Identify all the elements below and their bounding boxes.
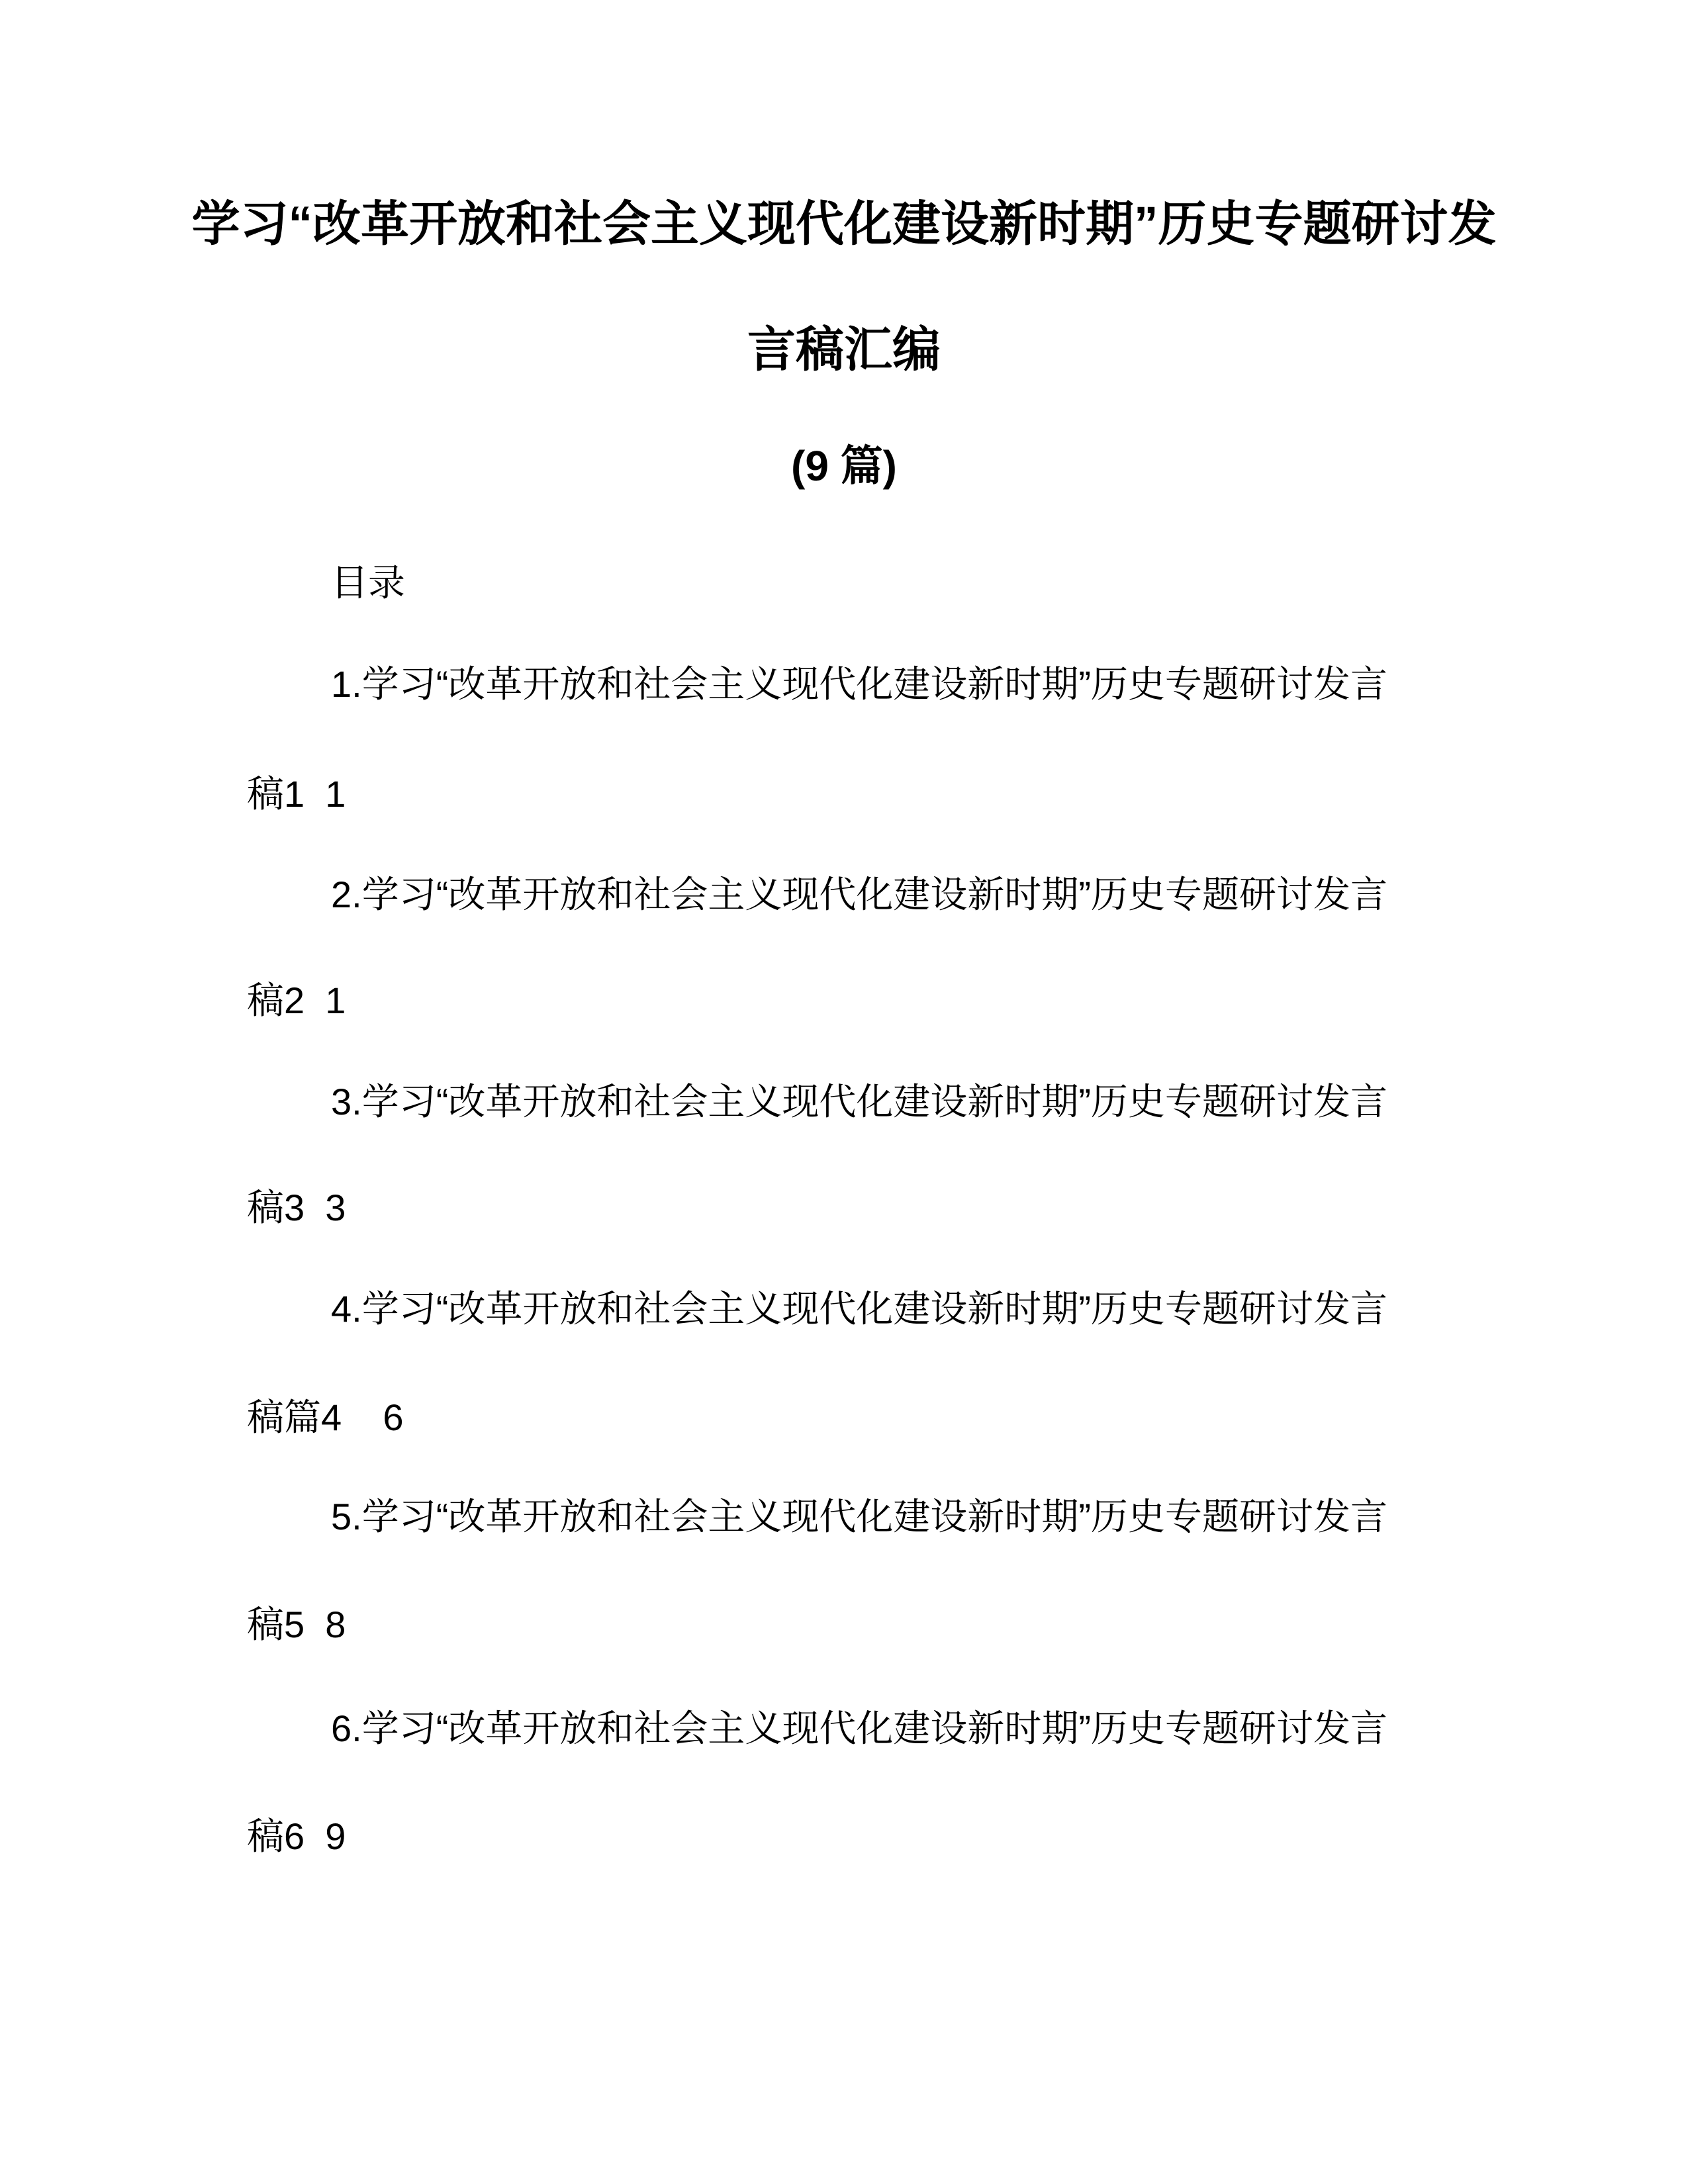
document-title-line-1: 学习“改革开放和社会主义现代化建设新时期”历史专题研讨发 <box>191 197 1497 251</box>
toc-item-3-line-2: 稿3 3 <box>247 1187 346 1228</box>
toc-item-2-line-1: 2.学习“改革开放和社会主义现代化建设新时期”历史专题研讨发言 <box>331 874 1387 915</box>
toc-item-6-line-2: 稿6 9 <box>247 1815 346 1857</box>
piece-count-label: (9 篇) <box>791 442 897 490</box>
toc-item-5-line-1: 5.学习“改革开放和社会主义现代化建设新时期”历史专题研讨发言 <box>331 1496 1387 1537</box>
toc-item-1-line-2: 稿1 1 <box>247 773 346 815</box>
toc-item-2-line-2: 稿2 1 <box>247 979 346 1021</box>
toc-item-3-line-1: 3.学习“改革开放和社会主义现代化建设新时期”历史专题研讨发言 <box>331 1081 1387 1122</box>
toc-item-1-line-1: 1.学习“改革开放和社会主义现代化建设新时期”历史专题研讨发言 <box>331 663 1387 705</box>
toc-item-5-line-2: 稿5 8 <box>247 1604 346 1645</box>
toc-item-6-line-1: 6.学习“改革开放和社会主义现代化建设新时期”历史专题研讨发言 <box>331 1707 1387 1749</box>
toc-item-4-line-2: 稿篇4 6 <box>247 1396 404 1438</box>
document-title-line-2: 言稿汇编 <box>747 323 941 377</box>
toc-heading: 目录 <box>331 562 405 604</box>
toc-item-4-line-1: 4.学习“改革开放和社会主义现代化建设新时期”历史专题研讨发言 <box>331 1288 1387 1330</box>
